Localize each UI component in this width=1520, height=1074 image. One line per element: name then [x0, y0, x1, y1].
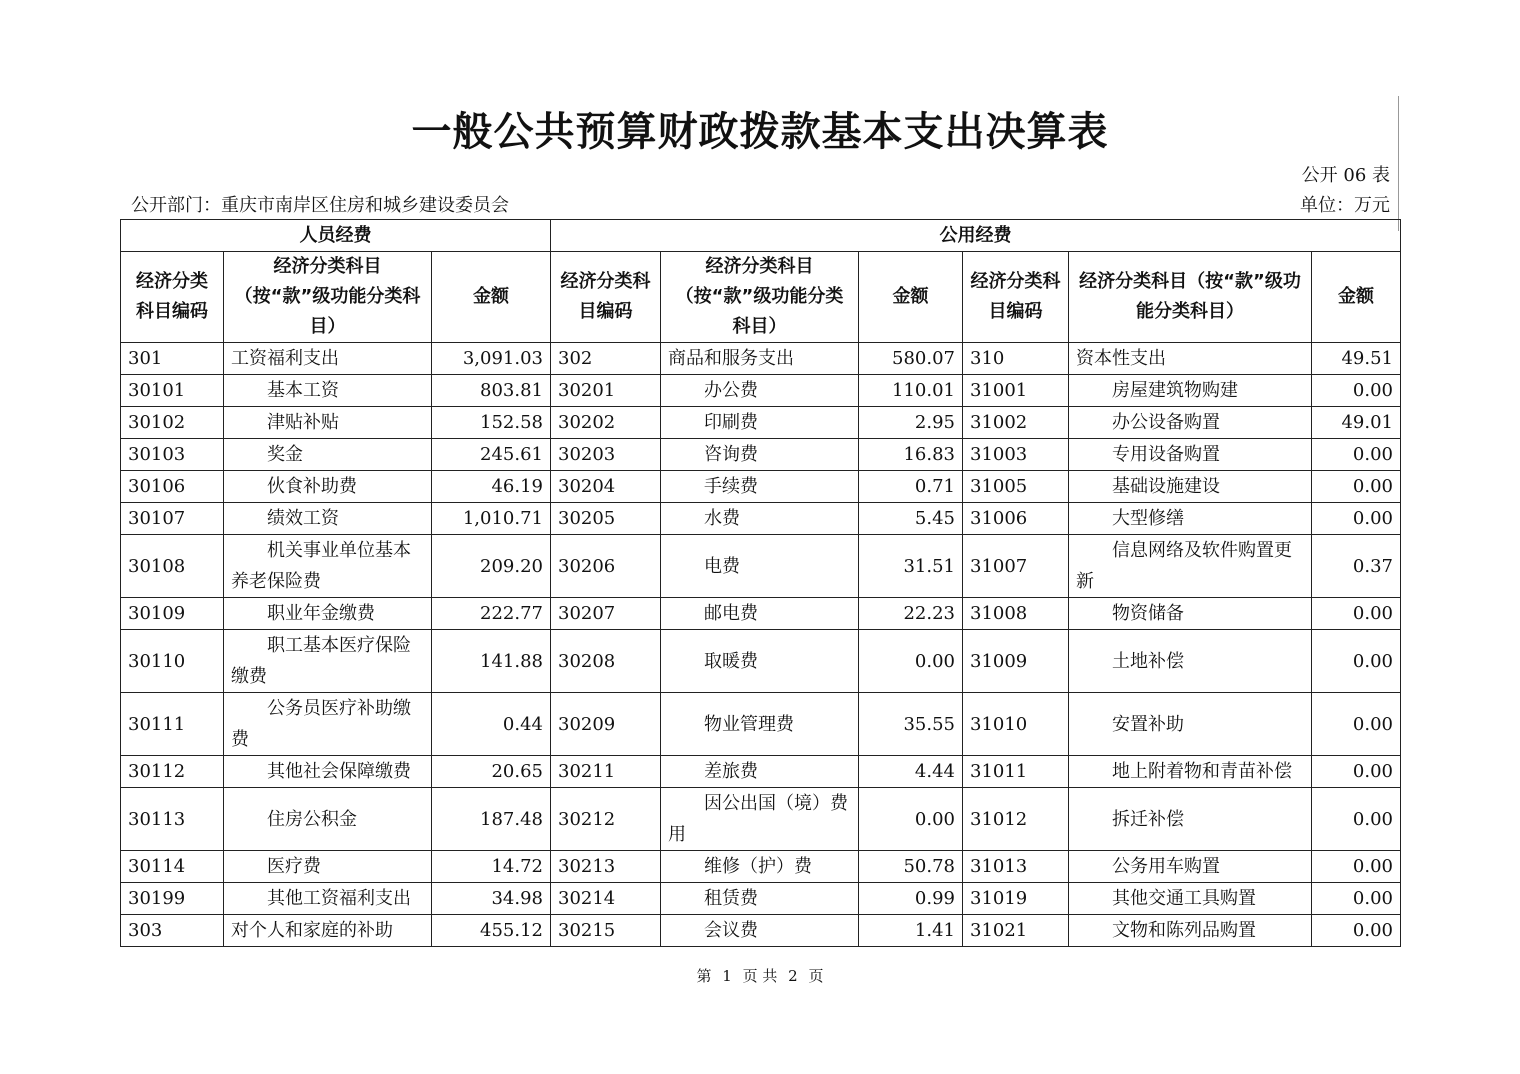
- cell-amount: 187.48: [432, 788, 551, 851]
- cell-amount: 20.65: [432, 756, 551, 788]
- table-row: [121, 439, 1401, 471]
- cell-amount: 0.00: [1312, 851, 1401, 883]
- cell-name: 会议费: [661, 915, 859, 947]
- cell-amount: 222.77: [432, 598, 551, 630]
- cell-amount: 455.12: [432, 915, 551, 947]
- cell-amount: 2.95: [859, 407, 963, 439]
- cell-code: 30203: [551, 439, 661, 471]
- form-number: 公开 06 表: [1301, 165, 1390, 186]
- cell-code: 30205: [551, 503, 661, 535]
- cell-name: 物业管理费: [661, 693, 859, 756]
- cell-code: 31002: [963, 407, 1069, 439]
- cell-code: 31006: [963, 503, 1069, 535]
- group-header-row: [121, 220, 1401, 252]
- cell-name: 工资福利支出: [224, 343, 432, 375]
- cell-amount: 803.81: [432, 375, 551, 407]
- cell-amount: 49.01: [1312, 407, 1401, 439]
- cell-name: 伙食补助费: [224, 471, 432, 503]
- col-name: 经济分类科目（按“款”级功能分类科目）: [224, 252, 432, 343]
- cell-name: 其他工资福利支出: [224, 883, 432, 915]
- pager-prefix: 第: [696, 967, 712, 985]
- cell-amount: 31.51: [859, 535, 963, 598]
- cell-name: 大型修缮: [1069, 503, 1312, 535]
- cell-amount: 0.00: [1312, 630, 1401, 693]
- table-row: [121, 630, 1401, 693]
- cell-name: 对个人和家庭的补助: [224, 915, 432, 947]
- cell-amount: 1,010.71: [432, 503, 551, 535]
- cell-amount: 0.00: [1312, 439, 1401, 471]
- cell-code: 31005: [963, 471, 1069, 503]
- cell-amount: 0.00: [859, 630, 963, 693]
- cell-code: 30215: [551, 915, 661, 947]
- cell-amount: 0.00: [1312, 756, 1401, 788]
- cell-amount: 580.07: [859, 343, 963, 375]
- cell-name: 专用设备购置: [1069, 439, 1312, 471]
- cell-code: 30208: [551, 630, 661, 693]
- cell-name: 拆迁补偿: [1069, 788, 1312, 851]
- cell-name: 物资储备: [1069, 598, 1312, 630]
- col-code: 经济分类科目编码: [963, 252, 1069, 343]
- table-body: [121, 343, 1401, 947]
- cell-amount: 0.00: [859, 788, 963, 851]
- cell-name: 其他社会保障缴费: [224, 756, 432, 788]
- cell-code: 30206: [551, 535, 661, 598]
- cell-code: 30207: [551, 598, 661, 630]
- cell-code: 30112: [121, 756, 224, 788]
- table-row: [121, 503, 1401, 535]
- group-public: 公用经费: [551, 220, 1401, 252]
- cell-code: 31012: [963, 788, 1069, 851]
- table-row: [121, 471, 1401, 503]
- table-row: [121, 851, 1401, 883]
- cell-amount: 0.44: [432, 693, 551, 756]
- table-row: [121, 693, 1401, 756]
- table-row: [121, 756, 1401, 788]
- cell-name: 租赁费: [661, 883, 859, 915]
- cell-amount: 0.99: [859, 883, 963, 915]
- cell-name: 手续费: [661, 471, 859, 503]
- cell-amount: 5.45: [859, 503, 963, 535]
- cell-name: 土地补偿: [1069, 630, 1312, 693]
- cell-name: 其他交通工具购置: [1069, 883, 1312, 915]
- cell-name: 商品和服务支出: [661, 343, 859, 375]
- cell-code: 31019: [963, 883, 1069, 915]
- expenditure-table: [120, 219, 1401, 947]
- cell-name: 差旅费: [661, 756, 859, 788]
- table-row: [121, 883, 1401, 915]
- table-row: [121, 343, 1401, 375]
- cell-name: 基础设施建设: [1069, 471, 1312, 503]
- department-label: 公开部门：重庆市南岸区住房和城乡建设委员会: [131, 195, 509, 216]
- cell-code: 30108: [121, 535, 224, 598]
- cell-name: 津贴补贴: [224, 407, 432, 439]
- cell-code: 302: [551, 343, 661, 375]
- cell-amount: 0.00: [1312, 598, 1401, 630]
- pager-current: 1: [722, 967, 732, 985]
- cell-code: 30209: [551, 693, 661, 756]
- cell-name: 职业年金缴费: [224, 598, 432, 630]
- cell-name: 水费: [661, 503, 859, 535]
- cell-code: 30102: [121, 407, 224, 439]
- cell-name: 安置补助: [1069, 693, 1312, 756]
- cell-name: 医疗费: [224, 851, 432, 883]
- cell-code: 30201: [551, 375, 661, 407]
- cell-amount: 3,091.03: [432, 343, 551, 375]
- cell-code: 30109: [121, 598, 224, 630]
- cell-name: 奖金: [224, 439, 432, 471]
- cell-amount: 0.00: [1312, 471, 1401, 503]
- cell-name: 邮电费: [661, 598, 859, 630]
- cell-code: 30213: [551, 851, 661, 883]
- cell-amount: 22.23: [859, 598, 963, 630]
- cell-name: 取暖费: [661, 630, 859, 693]
- group-personnel: 人员经费: [121, 220, 551, 252]
- cell-amount: 152.58: [432, 407, 551, 439]
- cell-code: 30111: [121, 693, 224, 756]
- column-header-row: [121, 252, 1401, 343]
- table-row: [121, 788, 1401, 851]
- cell-amount: 34.98: [432, 883, 551, 915]
- unit-label: 单位：万元: [1300, 195, 1390, 216]
- cell-amount: 0.71: [859, 471, 963, 503]
- cell-name: 绩效工资: [224, 503, 432, 535]
- cell-name: 地上附着物和青苗补偿: [1069, 756, 1312, 788]
- cell-amount: 0.00: [1312, 693, 1401, 756]
- cell-code: 31011: [963, 756, 1069, 788]
- cell-amount: 0.00: [1312, 915, 1401, 947]
- cell-name: 基本工资: [224, 375, 432, 407]
- cell-code: 30103: [121, 439, 224, 471]
- cell-code: 303: [121, 915, 224, 947]
- cell-code: 30113: [121, 788, 224, 851]
- cell-name: 维修（护）费: [661, 851, 859, 883]
- cell-name: 住房公积金: [224, 788, 432, 851]
- col-amount: 金额: [1312, 252, 1401, 343]
- cell-code: 31003: [963, 439, 1069, 471]
- table-row: [121, 915, 1401, 947]
- col-name: 经济分类科目（按“款”级功能分类科目）: [661, 252, 859, 343]
- cell-name: 房屋建筑物购建: [1069, 375, 1312, 407]
- cell-name: 公务员医疗补助缴费: [224, 693, 432, 756]
- cell-amount: 46.19: [432, 471, 551, 503]
- cell-code: 310: [963, 343, 1069, 375]
- col-amount: 金额: [859, 252, 963, 343]
- cell-code: 30204: [551, 471, 661, 503]
- cell-code: 31001: [963, 375, 1069, 407]
- cell-amount: 0.00: [1312, 788, 1401, 851]
- cell-amount: 14.72: [432, 851, 551, 883]
- cell-name: 信息网络及软件购置更新: [1069, 535, 1312, 598]
- cell-amount: 0.00: [1312, 503, 1401, 535]
- cell-name: 文物和陈列品购置: [1069, 915, 1312, 947]
- cell-code: 301: [121, 343, 224, 375]
- cell-amount: 4.44: [859, 756, 963, 788]
- col-amount: 金额: [432, 252, 551, 343]
- cell-amount: 35.55: [859, 693, 963, 756]
- cell-amount: 49.51: [1312, 343, 1401, 375]
- pager-mid: 页 共: [742, 967, 778, 985]
- cell-code: 31010: [963, 693, 1069, 756]
- cell-name: 咨询费: [661, 439, 859, 471]
- cell-code: 30110: [121, 630, 224, 693]
- cell-code: 31008: [963, 598, 1069, 630]
- col-code: 经济分类科目编码: [551, 252, 661, 343]
- cell-name: 因公出国（境）费用: [661, 788, 859, 851]
- cell-amount: 1.41: [859, 915, 963, 947]
- page-footer: [0, 965, 1520, 986]
- page-title: 一般公共预算财政拨款基本支出决算表: [411, 109, 1109, 155]
- col-name: 经济分类科目（按“款”级功能分类科目）: [1069, 252, 1312, 343]
- table-row: [121, 375, 1401, 407]
- cell-name: 办公费: [661, 375, 859, 407]
- col-code: 经济分类科目编码: [121, 252, 224, 343]
- cell-amount: 245.61: [432, 439, 551, 471]
- cell-name: 公务用车购置: [1069, 851, 1312, 883]
- cell-code: 30101: [121, 375, 224, 407]
- cell-code: 31007: [963, 535, 1069, 598]
- cell-amount: 209.20: [432, 535, 551, 598]
- cell-code: 30214: [551, 883, 661, 915]
- cell-amount: 110.01: [859, 375, 963, 407]
- cell-code: 31009: [963, 630, 1069, 693]
- cell-name: 电费: [661, 535, 859, 598]
- cell-amount: 0.00: [1312, 883, 1401, 915]
- cell-code: 30211: [551, 756, 661, 788]
- cell-code: 30114: [121, 851, 224, 883]
- cell-amount: 0.37: [1312, 535, 1401, 598]
- cell-amount: 16.83: [859, 439, 963, 471]
- pager-total: 2: [788, 967, 798, 985]
- table-row: [121, 535, 1401, 598]
- cell-amount: 50.78: [859, 851, 963, 883]
- cell-name: 机关事业单位基本养老保险费: [224, 535, 432, 598]
- cell-code: 30107: [121, 503, 224, 535]
- table-row: [121, 407, 1401, 439]
- cell-code: 30199: [121, 883, 224, 915]
- cell-amount: 141.88: [432, 630, 551, 693]
- cell-name: 印刷费: [661, 407, 859, 439]
- cell-code: 30212: [551, 788, 661, 851]
- cell-name: 办公设备购置: [1069, 407, 1312, 439]
- cell-name: 资本性支出: [1069, 343, 1312, 375]
- pager-suffix: 页: [808, 967, 824, 985]
- cell-code: 31021: [963, 915, 1069, 947]
- cell-amount: 0.00: [1312, 375, 1401, 407]
- cell-code: 30106: [121, 471, 224, 503]
- cell-name: 职工基本医疗保险缴费: [224, 630, 432, 693]
- table-row: [121, 598, 1401, 630]
- cell-code: 30202: [551, 407, 661, 439]
- cell-code: 31013: [963, 851, 1069, 883]
